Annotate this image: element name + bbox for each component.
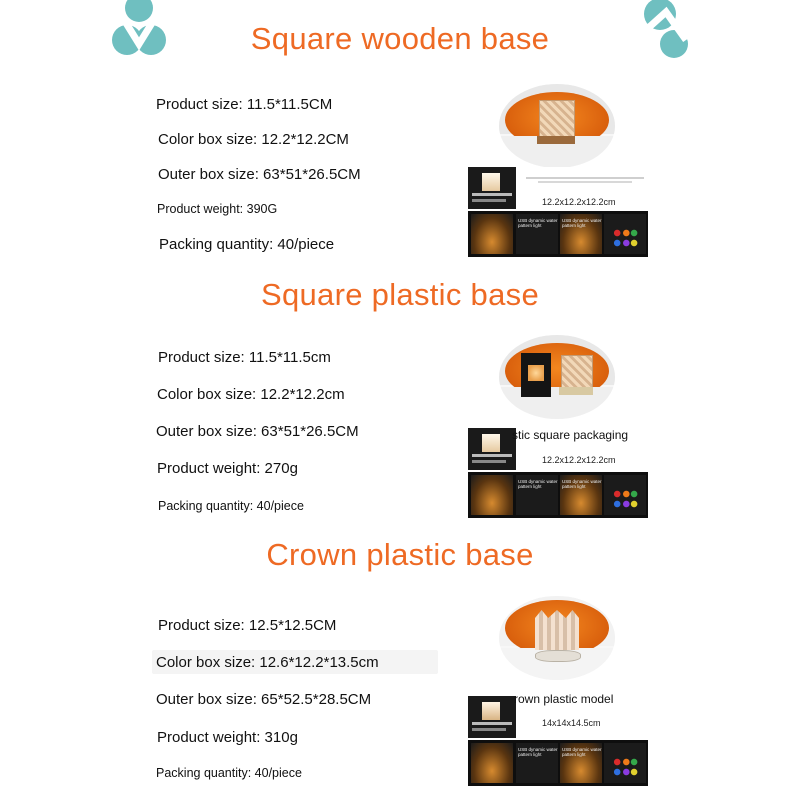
product-weight: Product weight: 310g (157, 729, 298, 746)
packaging-image: USB dynamic water pattern light USB dynamic water pattern light (468, 428, 648, 518)
outer-box-size: Outer box size: 63*51*26.5CM (156, 423, 359, 440)
packing-quantity: Packing quantity: 40/piece (159, 236, 335, 253)
product-photo (499, 596, 615, 680)
section-title: Crown plastic base (266, 537, 534, 572)
packaging-caption: stic square packaging (512, 428, 629, 442)
section-title: Square plastic base (261, 277, 539, 312)
packaging-image: USB dynamic water pattern light USB dynamic water pattern light (468, 696, 648, 786)
product-weight: Product weight: 390G (157, 202, 278, 216)
packaging-image: USB dynamic water pattern light USB dynamic water pattern light (468, 167, 648, 257)
product-weight: Product weight: 270g (157, 460, 298, 477)
product-size: Product size: 11.5*11.5CM (156, 96, 333, 113)
outer-box-size: Outer box size: 63*51*26.5CM (158, 166, 361, 183)
color-box-size: Color box size: 12.2*12.2cm (157, 386, 345, 403)
product-photo (499, 84, 615, 168)
outer-box-size: Outer box size: 65*52.5*28.5CM (156, 691, 372, 708)
color-box-size: Color box size: 12.6*12.2*13.5cm (156, 654, 379, 671)
package-dimensions: 14x14x14.5cm (542, 718, 601, 728)
product-size: Product size: 11.5*11.5cm (158, 349, 331, 366)
packing-quantity: Packing quantity: 40/piece (158, 499, 304, 513)
packing-quantity: Packing quantity: 40/piece (156, 766, 302, 780)
section-title: Square wooden base (250, 21, 550, 56)
product-photo (499, 335, 615, 419)
product-size: Product size: 12.5*12.5CM (158, 617, 337, 634)
package-dimensions: 12.2x12.2x12.2cm (542, 197, 616, 207)
color-box-size: Color box size: 12.2*12.2CM (158, 131, 349, 148)
package-dimensions: 12.2x12.2x12.2cm (542, 455, 616, 465)
packaging-caption: rown plastic model (514, 692, 614, 706)
